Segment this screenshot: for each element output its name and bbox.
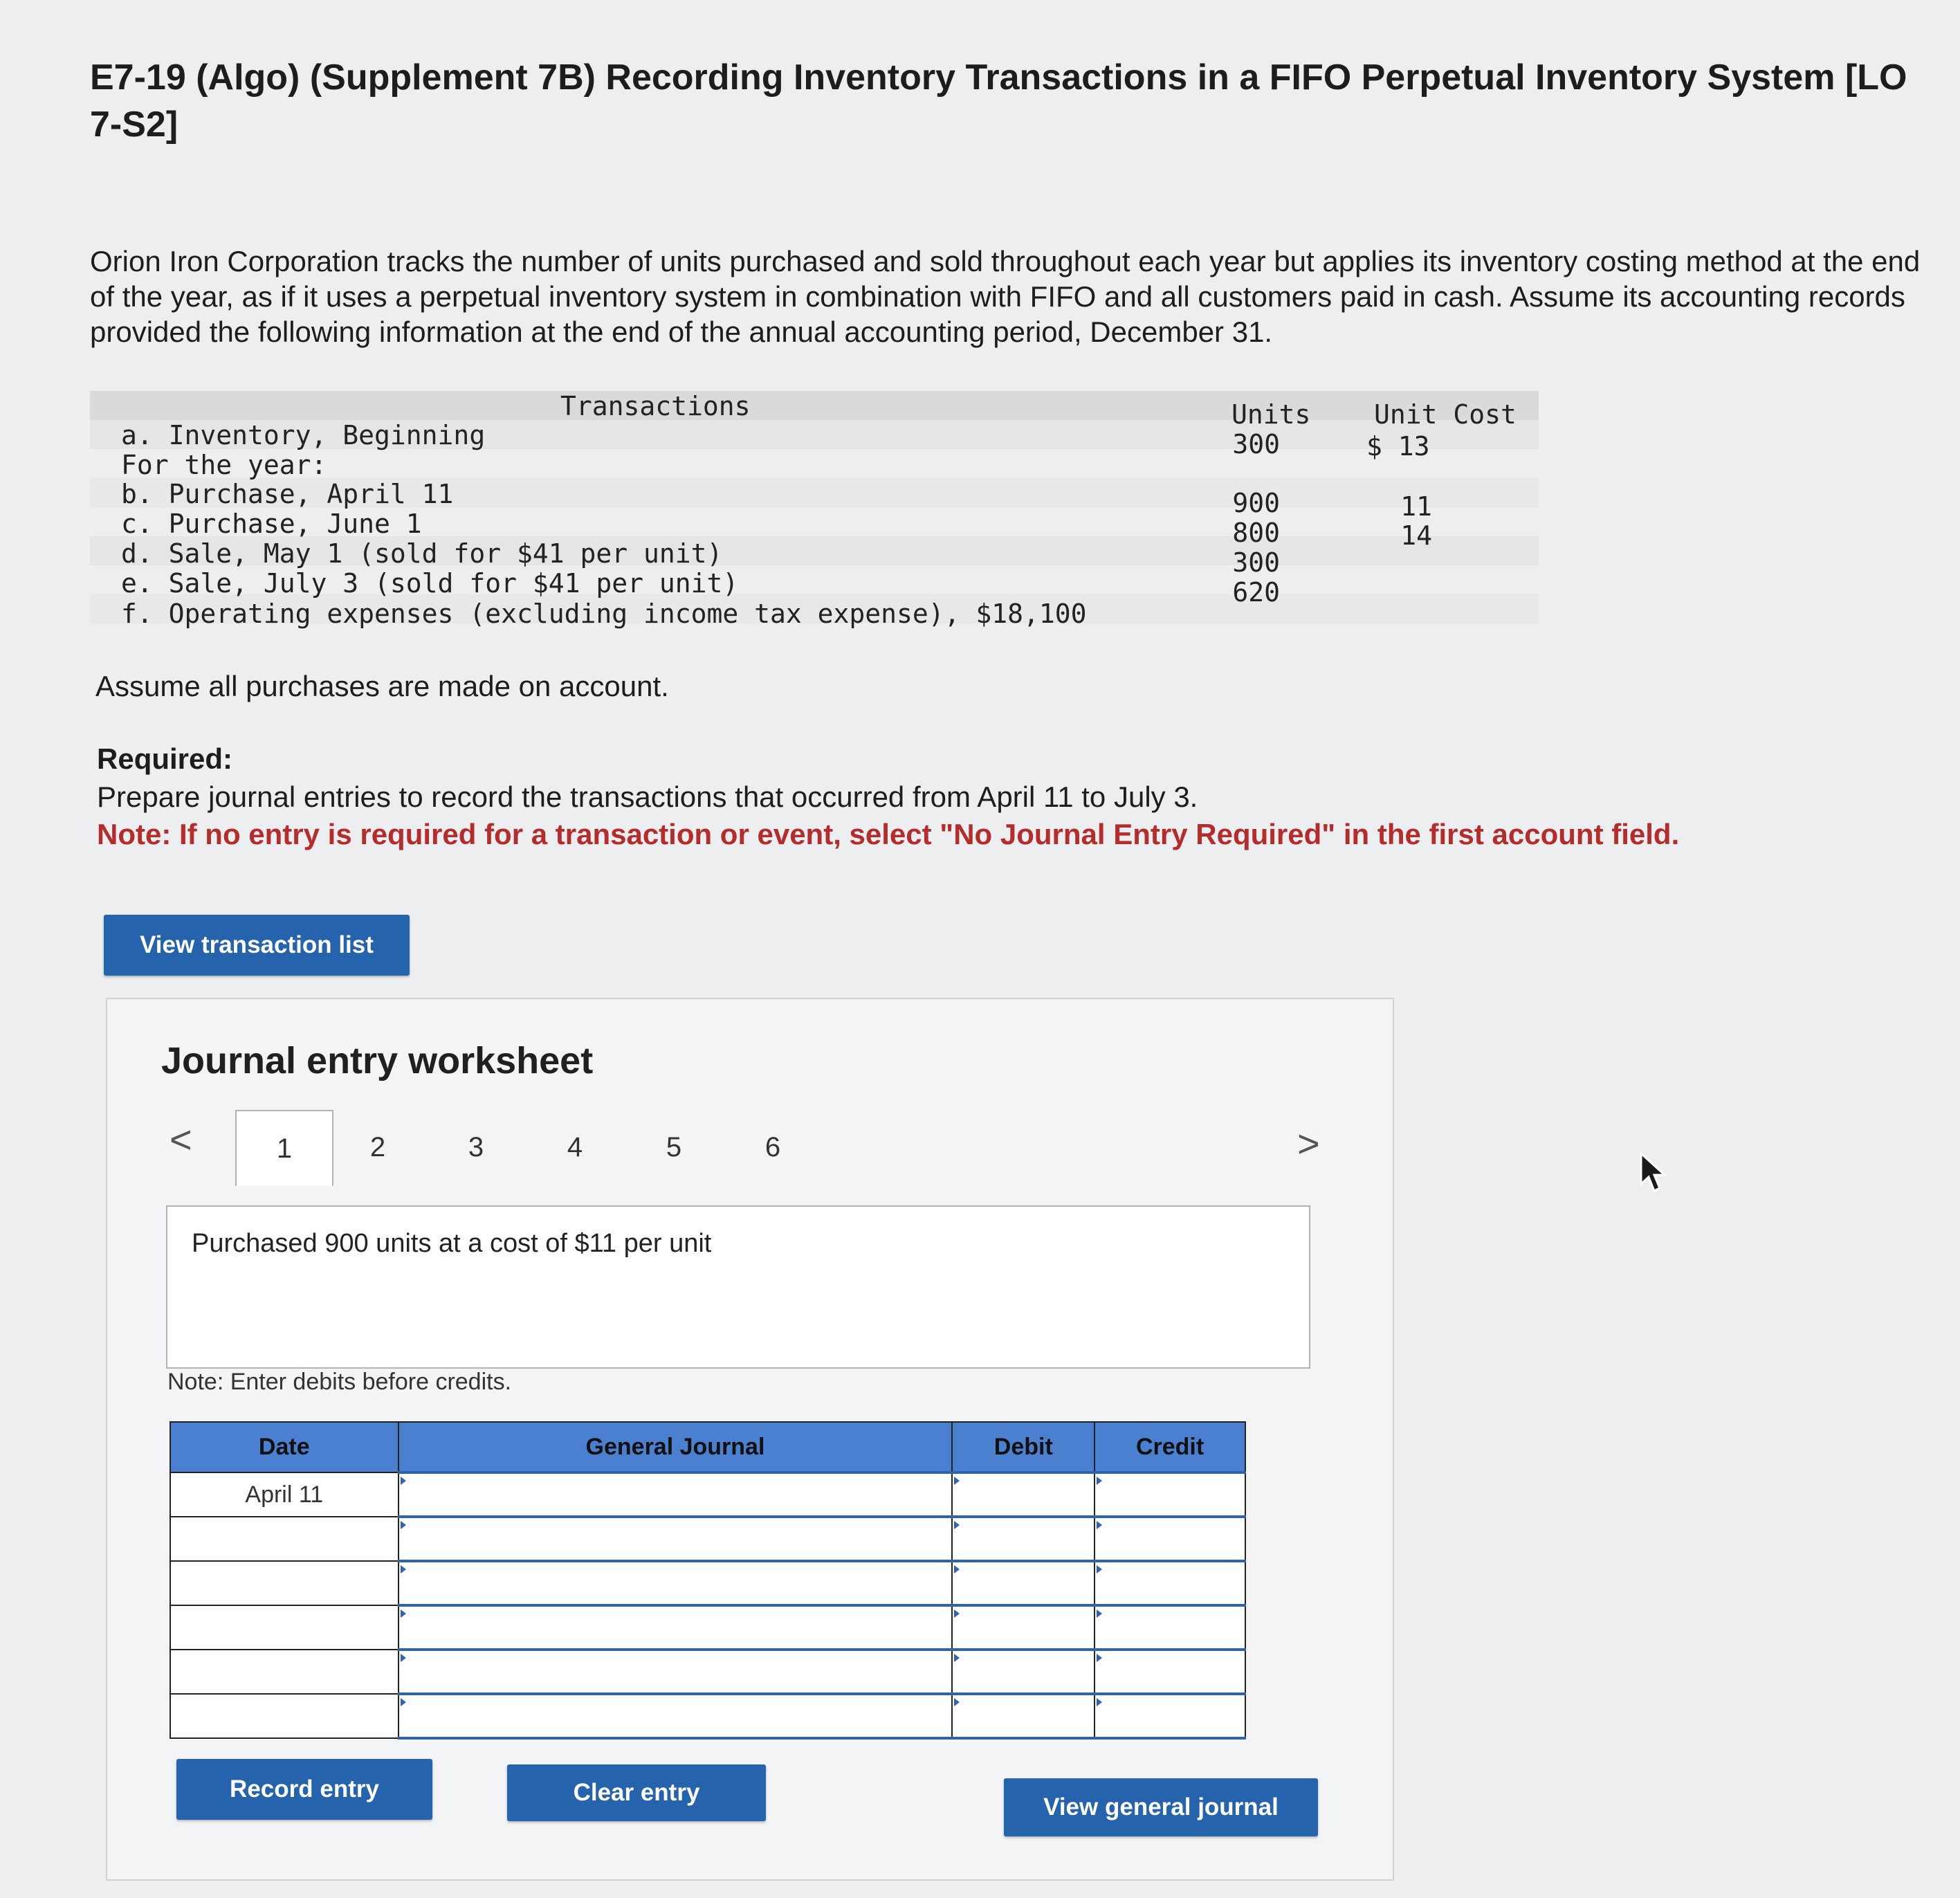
date-cell: April 11 (170, 1472, 399, 1517)
general-journal-table (170, 1421, 1246, 1740)
record-entry-button[interactable]: Record entry (176, 1759, 432, 1820)
txn-row-units: 800 (1232, 518, 1280, 548)
table-row (170, 1694, 1245, 1738)
account-input[interactable] (399, 1650, 953, 1694)
txn-row-label: c. Purchase, June 1 (121, 509, 422, 539)
tab-4[interactable]: 4 (567, 1131, 583, 1162)
credit-input[interactable] (1095, 1517, 1245, 1561)
transaction-description-box (166, 1205, 1310, 1369)
view-transaction-list-button[interactable]: View transaction list (104, 915, 410, 976)
txn-row-label: e. Sale, July 3 (sold for $41 per unit) (121, 568, 739, 599)
debit-input[interactable] (952, 1605, 1095, 1650)
date-cell (170, 1561, 399, 1605)
assumption-text: Assume all purchases are made on account. (95, 670, 669, 702)
credit-input[interactable] (1095, 1472, 1245, 1517)
txn-row-label: f. Operating expenses (excluding income tax expense), $18,100 (121, 599, 1087, 629)
account-input[interactable] (399, 1694, 953, 1738)
journal-entry-worksheet (106, 998, 1394, 1881)
credit-input[interactable] (1095, 1561, 1245, 1605)
debits-note: Note: Enter debits before credits. (167, 1369, 512, 1395)
account-input[interactable] (399, 1517, 953, 1561)
tab-1[interactable]: 1 (235, 1110, 333, 1186)
credit-column-header: Credit (1095, 1422, 1245, 1472)
date-cell (170, 1650, 399, 1694)
required-text: Prepare journal entries to record the transactions that occurred from April 11 to July 3. (97, 781, 1198, 813)
next-arrow-icon[interactable]: > (1297, 1122, 1320, 1165)
table-row (170, 1561, 1245, 1605)
credit-input[interactable] (1095, 1650, 1245, 1694)
txn-row-label: For the year: (121, 450, 327, 480)
txn-row-units: 620 (1232, 577, 1280, 608)
transactions-header: Transactions (560, 391, 751, 421)
debit-input[interactable] (952, 1517, 1095, 1561)
debit-input[interactable] (952, 1561, 1095, 1605)
date-cell (170, 1694, 399, 1738)
txn-row-units: 900 (1232, 488, 1280, 518)
unit-cost-header: Unit Cost (1374, 399, 1517, 430)
table-row (170, 1605, 1245, 1650)
txn-row-label: b. Purchase, April 11 (121, 479, 454, 509)
date-cell (170, 1517, 399, 1561)
tab-3[interactable]: 3 (468, 1131, 484, 1162)
worksheet-title: Journal entry worksheet (161, 1040, 594, 1082)
txn-row-units: 300 (1232, 547, 1280, 578)
tab-6[interactable]: 6 (764, 1131, 781, 1162)
debit-input[interactable] (952, 1650, 1095, 1694)
table-row (170, 1472, 1245, 1517)
debit-column-header: Debit (952, 1422, 1095, 1472)
page-title: E7-19 (Algo) (Supplement 7B) Recording Inventory Transactions in a FIFO Perpetual Inventory System [LO 7-S2] (90, 57, 1907, 145)
account-input[interactable] (399, 1561, 953, 1605)
clear-entry-button[interactable]: Clear entry (507, 1764, 766, 1821)
txn-row-label: a. Inventory, Beginning (121, 420, 486, 450)
prev-arrow-icon[interactable]: < (170, 1117, 192, 1161)
account-input[interactable] (399, 1605, 953, 1650)
txn-row-label: d. Sale, May 1 (sold for $41 per unit) (121, 538, 723, 569)
required-heading: Required: (97, 742, 233, 775)
table-row (170, 1517, 1245, 1561)
general-journal-column-header: General Journal (399, 1422, 953, 1472)
credit-input[interactable] (1095, 1694, 1245, 1738)
problem-intro: Orion Iron Corporation tracks the number of units purchased and sold throughout each year but applies its inventory costing method at the end of the year, as if it uses a perpetual inventory system in combination with FIFO and all customers paid in cash. Assume its accounting records provided the following information at the end of the annual accounting period, December 31. (90, 245, 1921, 348)
txn-row-cost: 14 (1400, 520, 1432, 551)
txn-row-units: 300 (1232, 429, 1280, 459)
units-header: Units (1231, 399, 1311, 430)
worksheet-tabs (170, 1110, 1442, 1179)
table-row (170, 1650, 1245, 1694)
account-input[interactable] (399, 1472, 953, 1517)
debit-input[interactable] (952, 1472, 1095, 1517)
credit-input[interactable] (1095, 1605, 1245, 1650)
date-cell (170, 1605, 399, 1650)
transaction-description: Purchased 900 units at a cost of $11 per unit (192, 1229, 712, 1258)
date-column-header: Date (170, 1422, 399, 1472)
transactions-table (90, 391, 1543, 629)
header-band (90, 391, 1539, 420)
txn-row-cost: $ 13 (1366, 431, 1430, 462)
required-note: Note: If no entry is required for a transaction or event, select "No Journal Entry Required" in the first account field. (97, 818, 1680, 850)
tab-2[interactable]: 2 (369, 1131, 386, 1162)
view-general-journal-button[interactable]: View general journal (1004, 1778, 1318, 1836)
txn-row-cost: 11 (1400, 491, 1432, 522)
mouse-cursor-icon (1640, 1152, 1670, 1194)
tab-5[interactable]: 5 (666, 1131, 682, 1162)
debit-input[interactable] (952, 1694, 1095, 1738)
